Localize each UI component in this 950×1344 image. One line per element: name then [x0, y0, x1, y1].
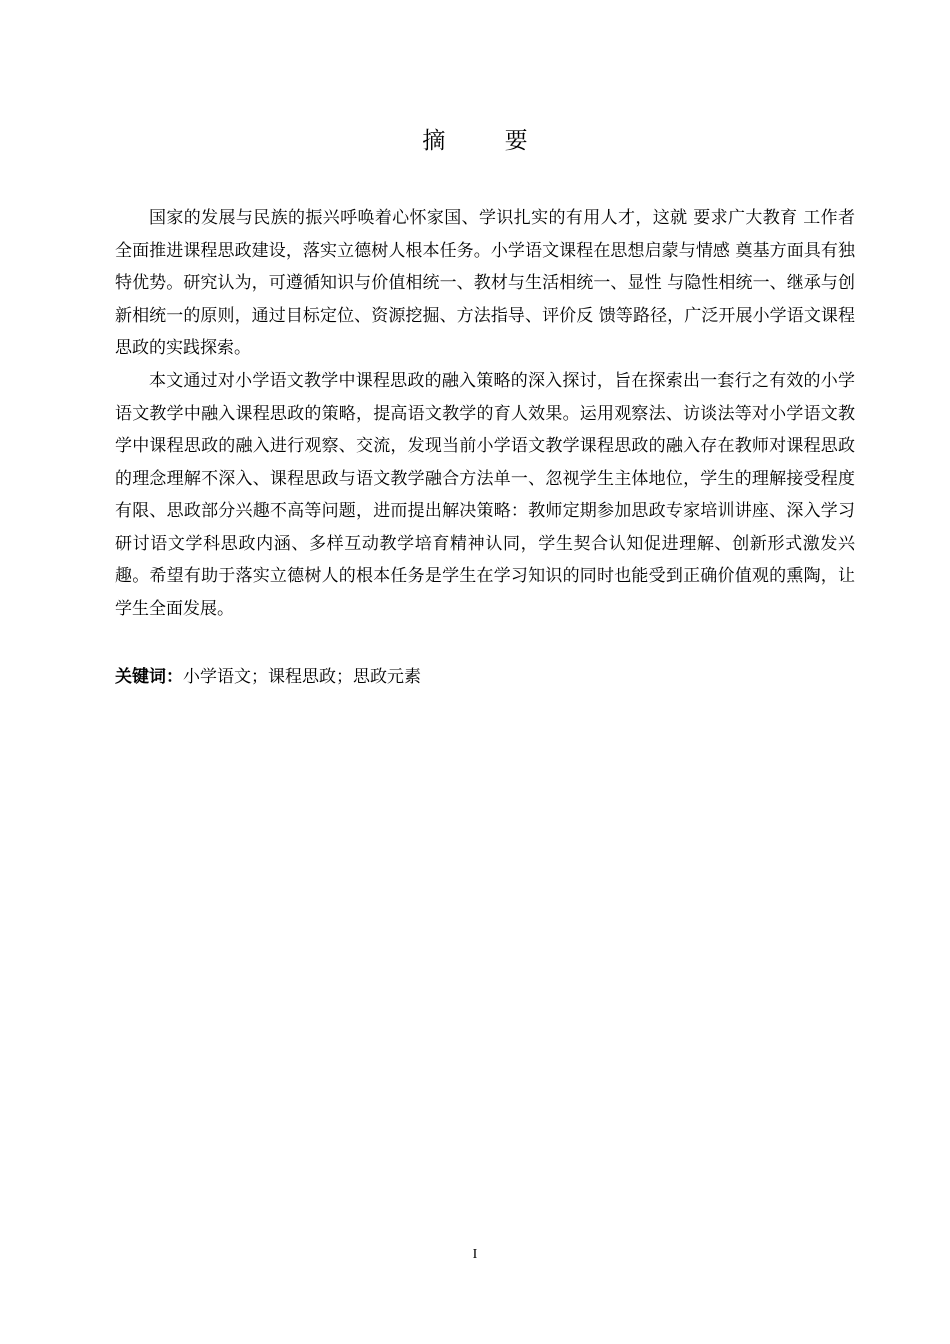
abstract-paragraph-1: 国家的发展与民族的振兴呼唤着心怀家国、学识扎实的有用人才，这就 要求广大教育 工作者全面推进课程思政建设，落实立德树人根本任务。小学语文课程在思想启蒙与情感 奠基方面具有独特优势。研究认为，可遵循知识与价值相统一、教材与生活相统一、显性 与隐性相统一、继承与创新相统一的原则，通过目标定位、资源挖掘、方法指导、评价反 馈等路径，广泛开展小学语文课程思政的实践探索。 — [115, 208, 855, 358]
keywords-value: 小学语文；课程思政；思政元素 — [183, 667, 421, 687]
page-number: I — [472, 1247, 478, 1262]
abstract-title: 摘 要 — [422, 128, 554, 154]
keywords-label: 关键词： — [115, 667, 183, 687]
keywords-line — [115, 661, 421, 693]
abstract-paragraph-2: 本文通过对小学语文教学中课程思政的融入策略的深入探讨，旨在探索出一套行之有效的小学语文教学中融入课程思政的策略，提高语文教学的育人效果。运用观察法、访谈法等对小学语文教学中课程思政的融入进行观察、交流，发现当前小学语文教学课程思政的融入存在教师对课程思政的理念理解不深入、课程思政与语文教学融合方法单一、忽视学生主体地位，学生的理解接受程度有限、思政部分兴趣不高等问题，进而提出解决策略：教师定期参加思政专家培训讲座、深入学习研讨语文学科思政内涵、多样互动教学培育精神认同，学生契合认知促进理解、创新形式激发兴趣。希望有助于落实立德树人的根本任务是学生在学习知识的同时也能受到正确价值观的熏陶，让学生全面发展。 — [115, 371, 855, 619]
